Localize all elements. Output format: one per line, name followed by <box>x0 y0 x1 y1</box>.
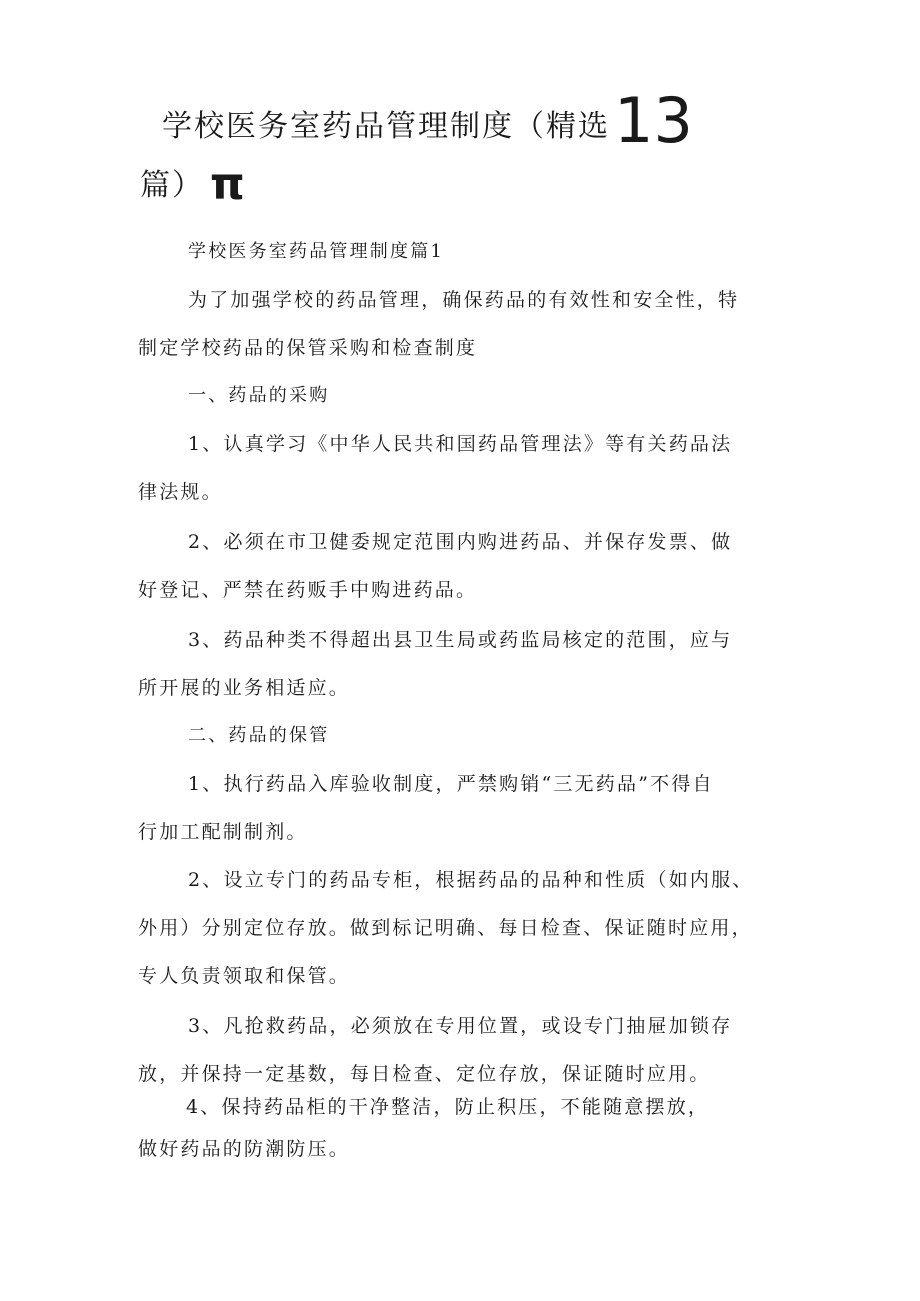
title-suffix: 篇） <box>140 168 204 203</box>
text-line: 2、必须在市卫健委规定范围内购进药品、并保存发票、做 <box>188 531 733 553</box>
title-text: 学校医务室药品管理制度（精选 <box>162 109 610 144</box>
text-line: 1、认真学习《中华人民共和国药品管理法》等有关药品法 <box>188 433 733 455</box>
article-heading <box>138 228 798 276</box>
text-line: 一、药品的采购 <box>188 385 330 406</box>
title-line-2 <box>140 156 840 215</box>
text-line: 所开展的业务相适应。 <box>138 677 351 699</box>
text-line: 制定学校药品的保管采购和检查制度 <box>138 337 478 359</box>
document-title <box>140 84 840 215</box>
text-line: 1、执行药品入库验收制度，严禁购销“三无药品”不得自 <box>188 773 714 795</box>
paragraph-item <box>138 420 798 516</box>
text-line: 4、保持药品柜的干净整洁，防止积压，不能随意摆放， <box>186 1096 710 1118</box>
text-line: 3、凡抢救药品，必须放在专用位置，或设专门抽屉加锁存 <box>188 1015 733 1037</box>
section-heading-storage <box>138 712 798 760</box>
text-line: 3、药品种类不得超出县卫生局或药监局核定的范围，应与 <box>188 629 733 651</box>
text-line: 二、药品的保管 <box>188 725 330 746</box>
paragraph-item <box>138 1002 798 1098</box>
title-glyph: π <box>210 159 245 210</box>
text-line: 做好药品的防潮防压。 <box>138 1138 351 1160</box>
text-line: 好登记、严禁在药贩手中购进药品。 <box>138 579 478 601</box>
text-line: 律法规。 <box>138 481 223 503</box>
paragraph-item <box>138 760 798 856</box>
paragraph-item <box>138 856 798 1000</box>
paragraph-item <box>138 616 798 712</box>
title-number: 13 <box>614 84 693 157</box>
text-line: 外用）分别定位存放。做到标记明确、每日检查、保证随时应用， <box>138 917 753 939</box>
paragraph-item <box>138 518 798 614</box>
text-line: 行加工配制制剂。 <box>138 821 308 843</box>
title-line-1 <box>140 84 840 157</box>
section-heading-purchase <box>138 372 798 420</box>
paragraph-item <box>138 1086 798 1170</box>
paragraph-intro <box>138 276 798 372</box>
text-line: 放，并保持一定基数，每日检查、定位存放，保证随时应用。 <box>138 1063 711 1085</box>
text-line: 为了加强学校的药品管理，确保药品的有效性和安全性，特 <box>188 289 740 311</box>
text-line: 学校医务室药品管理制度篇1 <box>188 241 445 262</box>
text-line: 专人负责领取和保管。 <box>138 965 351 987</box>
text-line: 2、设立专门的药品专柜，根据药品的品种和性质（如内服、 <box>188 869 754 891</box>
